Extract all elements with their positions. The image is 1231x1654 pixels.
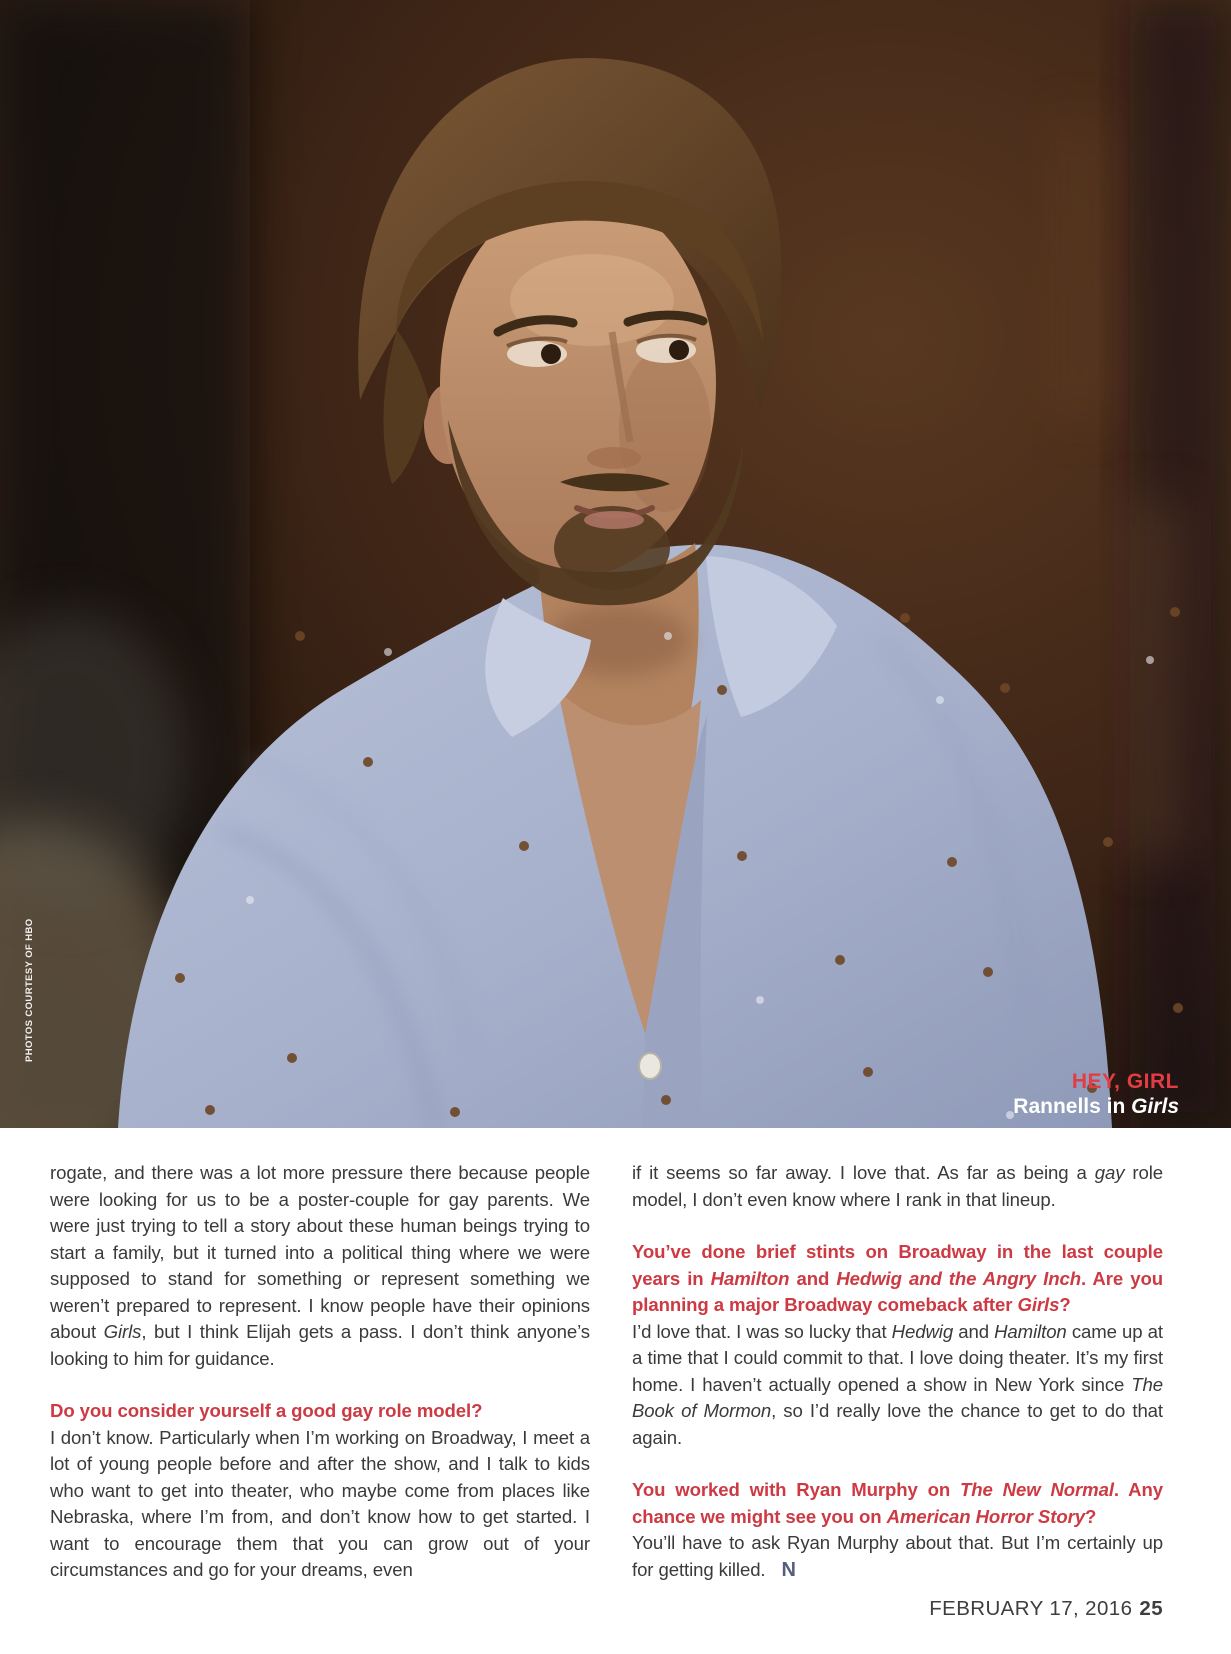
interview-answer: rogate, and there was a lot more pressure there because people were looking for us to be a poster-couple for gay parents. We were just trying to tell a story about these human beings trying to start a family, but it turned into a political thing where we were supposed to stand for something or represent something we weren’t prepared to represent. I know people have their opinions about Girls, but I think Elijah gets a pass. I don’t think anyone’s looking to him for guidance. — [50, 1162, 590, 1369]
shirt-button — [639, 1053, 661, 1079]
page-footer — [929, 1597, 1163, 1621]
interview-question: Do you consider yourself a good gay role model? — [50, 1400, 483, 1421]
caption-kicker: HEY, GIRL — [1071, 1070, 1179, 1094]
article-body — [50, 1160, 1163, 1584]
interview-question: You worked with Ryan Murphy on The New Normal. Any chance we might see you on American Horror Story? — [632, 1479, 1163, 1527]
interview-answer: I don’t know. Particularly when I’m working on Broadway, I meet a lot of young people before and after the show, and I talk to kids who want to get into theater, who maybe come from places like Nebraska, where I’m from, and don’t know how to get started. I want to encourage them that you can grow out of your circumstances and go for your dreams, even — [50, 1426, 590, 1580]
caption-show-title: Girls — [1131, 1095, 1179, 1119]
interview-answer: I’d love that. I was so lucky that Hedwig and Hamilton came up at a time that I could commit to that. I love doing theater. It’s my first home. I haven’t actually opened a show in New York since The Book of Mormon, so I’d really love the chance to get to do that again. — [632, 1320, 1163, 1448]
caption-text: Rannells in — [1013, 1095, 1132, 1119]
article-column-right — [632, 1160, 1163, 1584]
photo-caption — [1013, 1070, 1179, 1120]
magazine-endmark: N — [781, 1558, 796, 1581]
interview-answer: if it seems so far away. I love that. As far as being a gay role model, I don’t even know where I rank in that lineup. — [632, 1162, 1163, 1210]
interview-answer: You’ll have to ask Ryan Murphy about that. But I’m certainly up for getting killed. N — [632, 1532, 1163, 1581]
photo-credit: PHOTOS COURTESY OF HBO — [24, 918, 35, 1062]
interview-question: You’ve done brief stints on Broadway in the last couple years in Hamilton and Hedwig and the Angry Inch. Are you planning a major Broadway comeback after Girls? — [632, 1241, 1163, 1315]
article-column-left — [50, 1160, 590, 1584]
issue-date: FEBRUARY 17, 2016 — [929, 1597, 1133, 1620]
caption-line — [1013, 1095, 1179, 1120]
page-number: 25 — [1139, 1597, 1163, 1620]
